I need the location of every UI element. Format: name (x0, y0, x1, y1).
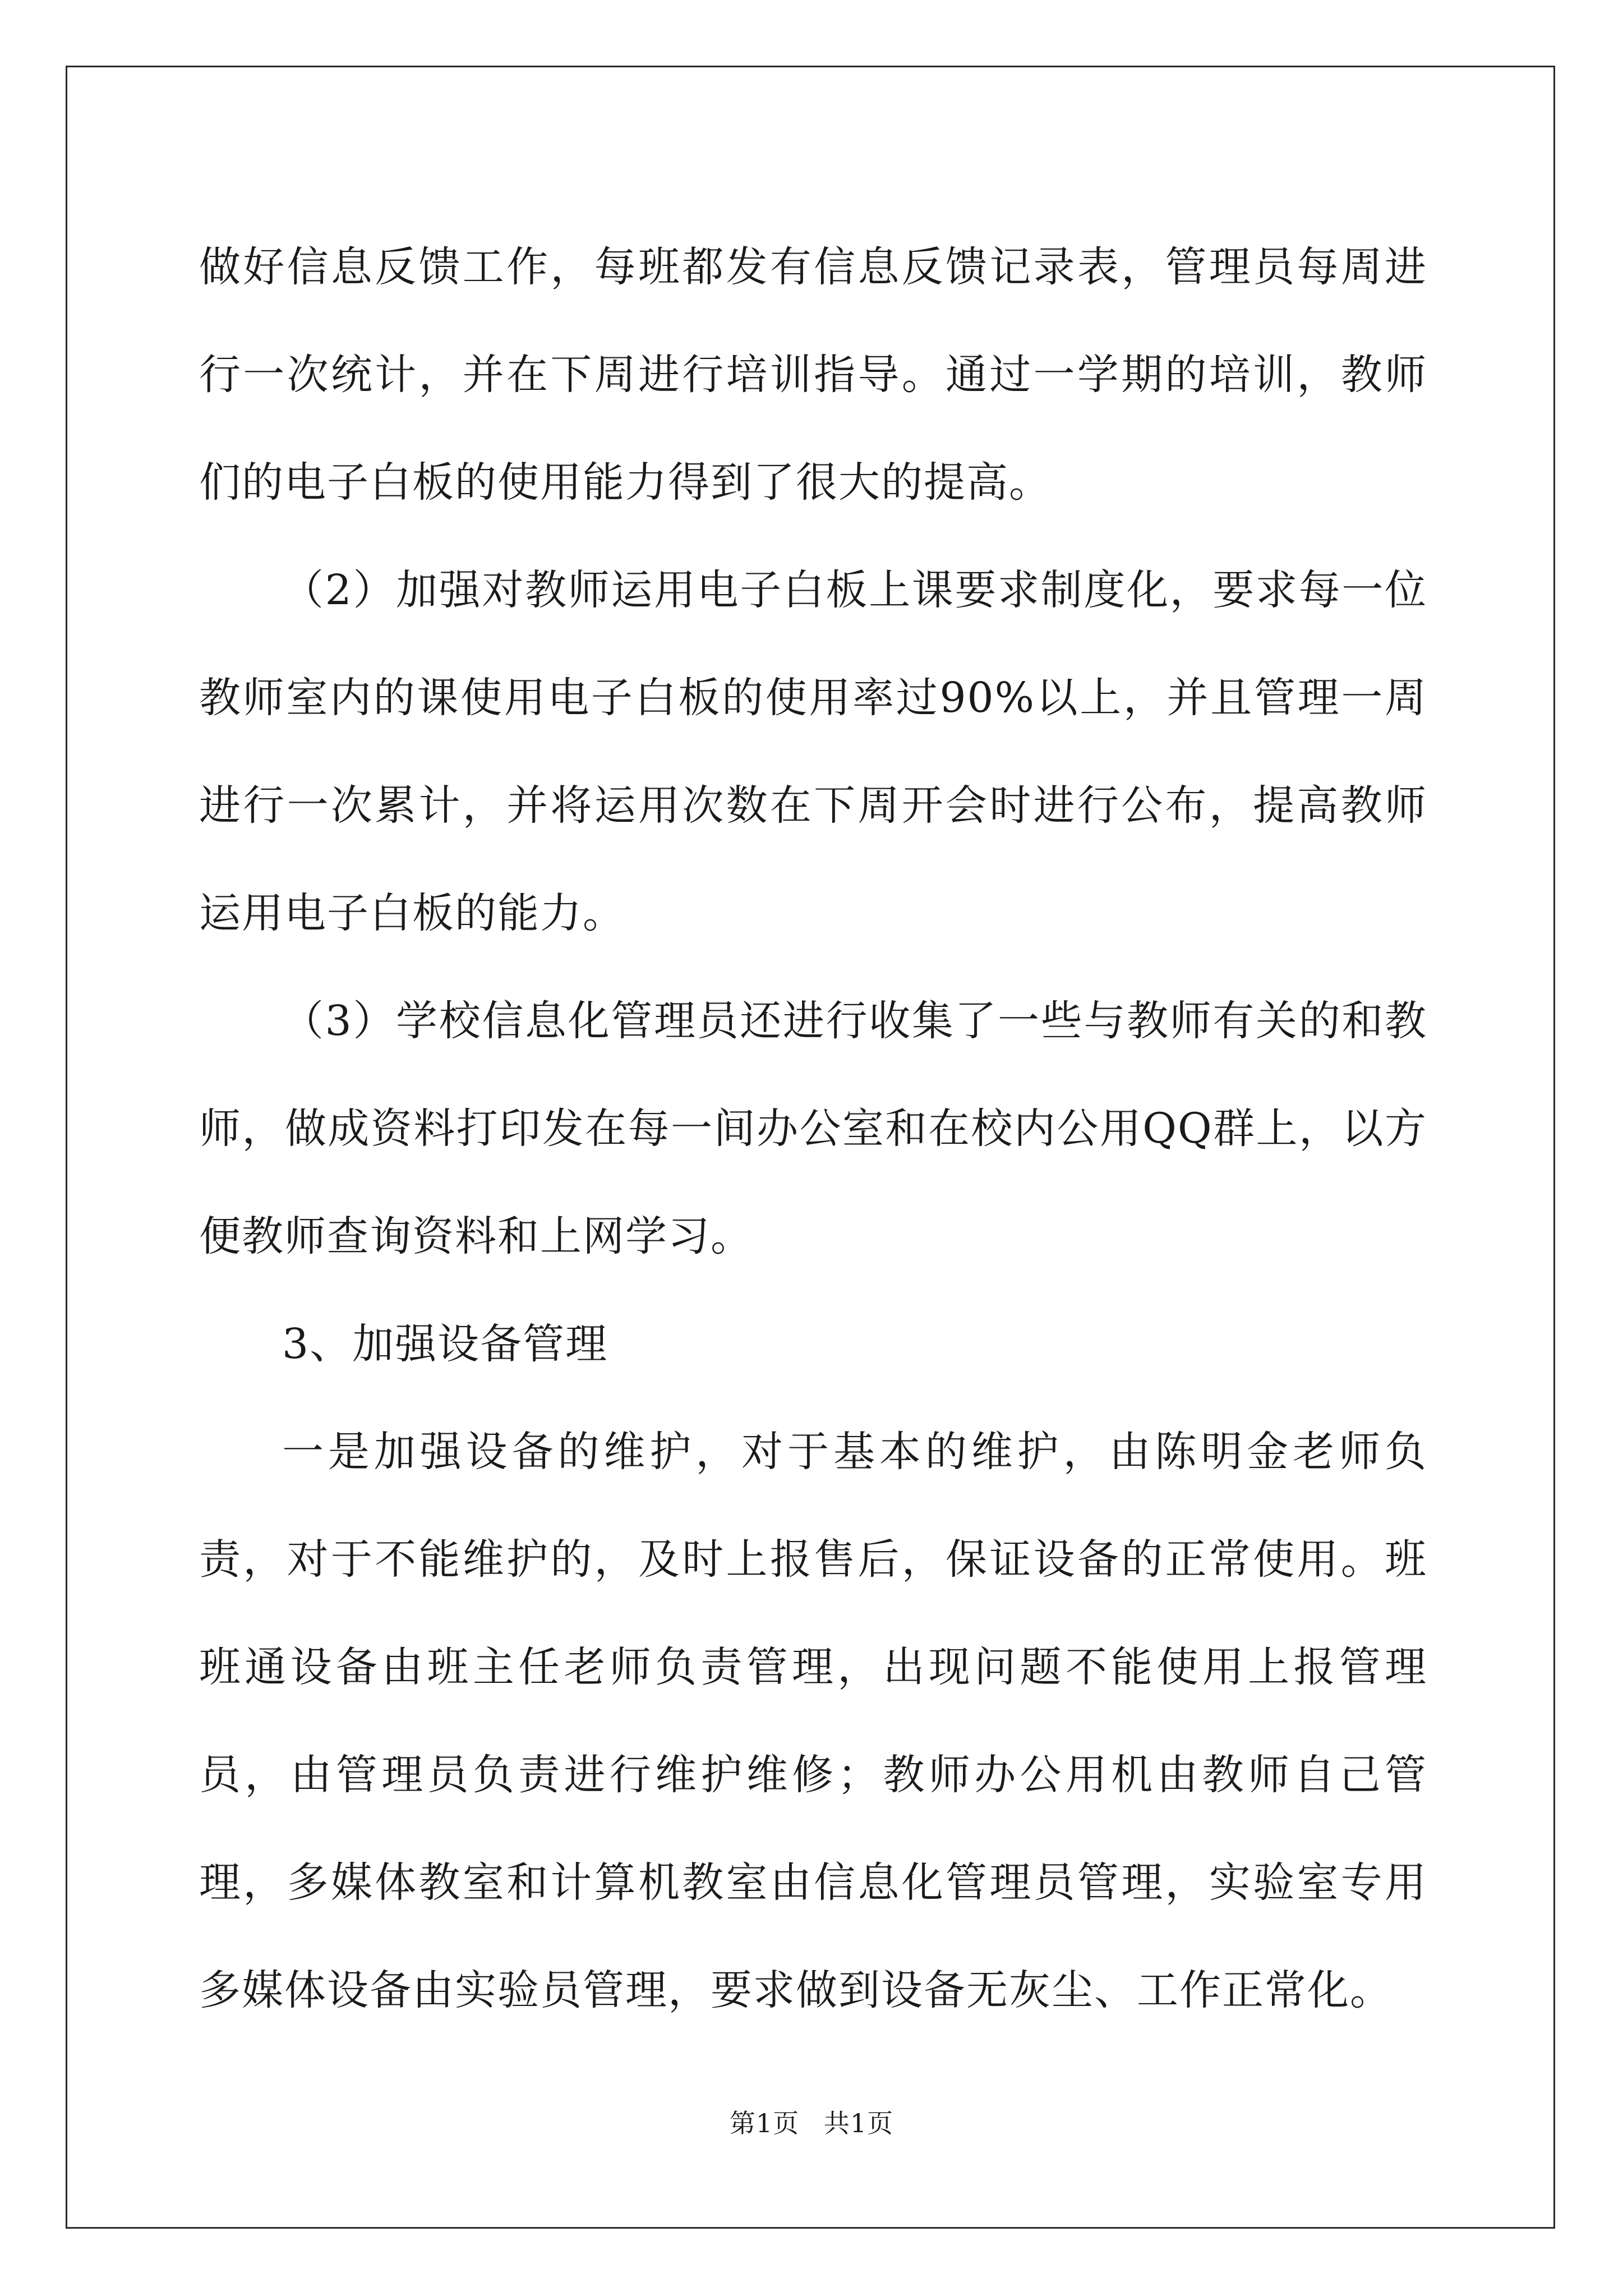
page-total: 共1页 (823, 2108, 894, 2138)
paragraph-3: （3）学校信息化管理员还进行收集了一些与教师有关的和教师，做成资料打印发在每一间办公室和在校内公用QQ群上，以方便教师查询资料和上网学习。 (199, 997, 1427, 1260)
page-number: 第1页 (729, 2108, 800, 2138)
paragraph-2: （2）加强对教师运用电子白板上课要求制度化，要求每一位教师室内的课使用电子白板的使用率过90%以上，并且管理一周进行一次累计，并将运用次数在下周开会时进行公布，提高教师运用电子白板的能力。 (199, 566, 1427, 937)
document-body (199, 213, 1427, 2044)
section-heading: 3、加强设备管理 (282, 1320, 608, 1368)
paragraph-4: 一是加强设备的维护，对于基本的维护，由陈明金老师负责，对于不能维护的，及时上报售后，保证设备的正常使用。班班通设备由班主任老师负责管理，出现问题不能使用上报管理员，由管理员负责进行维护维修；教师办公用机由教师自己管理，多媒体教室和计算机教室由信息化管理员管理，实验室专用多媒体设备由实验员管理，要求做到设备无灰尘、工作正常化。 (199, 1428, 1427, 2014)
paragraph-1: 做好信息反馈工作，每班都发有信息反馈记录表，管理员每周进行一次统计，并在下周进行培训指导。通过一学期的培训，教师们的电子白板的使用能力得到了很大的提高。 (199, 243, 1427, 507)
page-footer (0, 2106, 1623, 2140)
